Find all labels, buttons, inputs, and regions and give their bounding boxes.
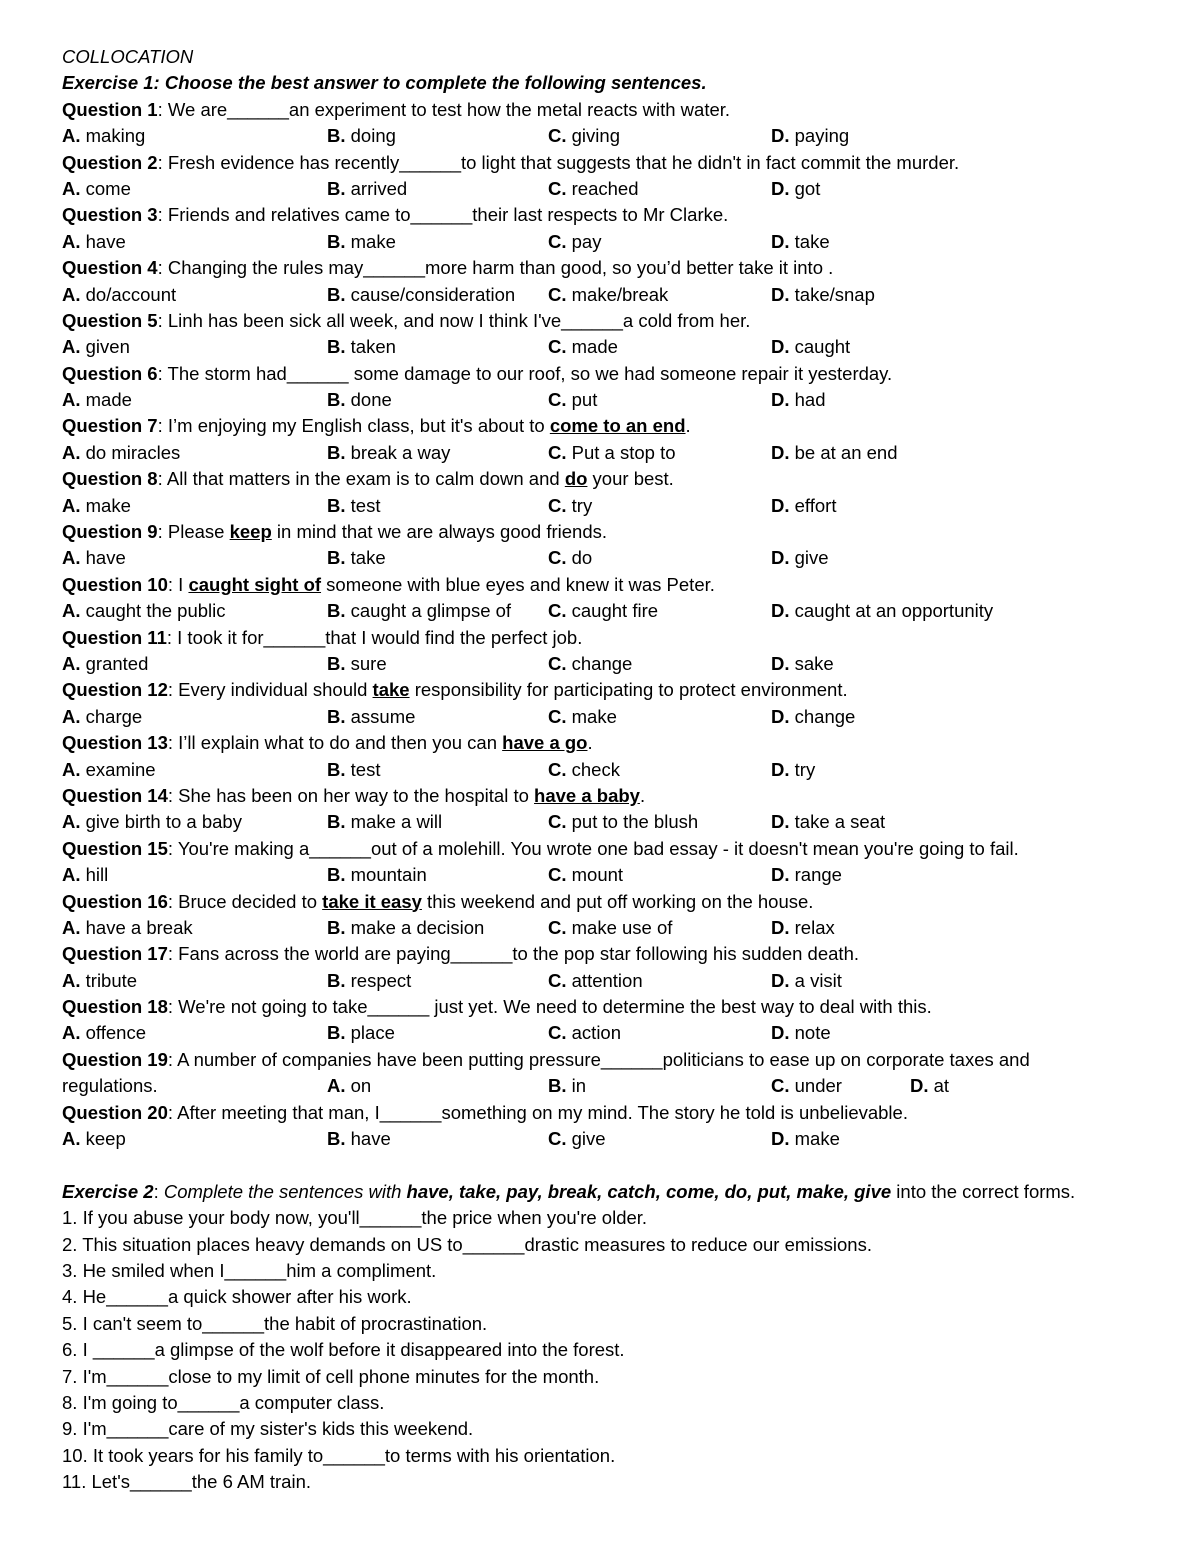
question-19-options [62, 1073, 1172, 1099]
page-title: COLLOCATION [62, 46, 194, 67]
question-8-options [62, 493, 1172, 519]
option-d: D. caught at an opportunity [771, 600, 994, 622]
question-label: Question 14 [62, 784, 168, 806]
spacer [62, 1152, 1172, 1178]
question-7-options [62, 440, 1172, 466]
question-14-options [62, 809, 1172, 835]
option-c: C. put to the blush [548, 811, 699, 833]
option-c: C. made [548, 336, 618, 358]
option-c: C. do [548, 547, 593, 569]
exercise2-heading [62, 1179, 1172, 1205]
option-b: B. mountain [327, 864, 427, 886]
option-a: A. caught the public [62, 600, 226, 622]
option-a: A. tribute [62, 969, 138, 991]
question-text: . [639, 784, 646, 806]
option-d: D. take a seat [771, 811, 886, 833]
option-d: D. range [771, 864, 842, 886]
option-d: D. effort [771, 494, 837, 516]
option-a: A. keep [62, 1128, 126, 1150]
question-text: : Friends and relatives came to______their last respects to Mr Clarke. [157, 204, 729, 226]
question-label: Question 13 [62, 732, 168, 754]
option-d: D. be at an end [771, 441, 898, 463]
option-b: B. cause/consideration [327, 283, 516, 305]
question-4 [62, 255, 1172, 281]
option-a: A. have [62, 230, 126, 252]
question-17 [62, 941, 1172, 967]
option-a: A. offence [62, 1022, 146, 1044]
question-text: : All that matters in the exam is to calm down and [157, 468, 565, 490]
highlighted-phrase: take [372, 679, 410, 701]
exercise1-label: Exercise 1: [62, 72, 160, 94]
exercise2-item: 3. He smiled when I______him a compliment. [62, 1259, 437, 1281]
exercise1-heading [62, 70, 1172, 96]
question-14 [62, 783, 1172, 809]
option-c: C. check [548, 758, 620, 780]
option-c: C. action [548, 1022, 622, 1044]
question-text: : I’m enjoying my English class, but it's about to [157, 415, 550, 437]
option-d: D. give [771, 547, 829, 569]
option-b: B. make a will [327, 811, 443, 833]
option-c: C. Put a stop to [548, 441, 676, 463]
question-label: Question 4 [62, 257, 158, 279]
option-d: D. try [771, 758, 816, 780]
option-b: B. arrived [327, 177, 408, 199]
question-13-options [62, 757, 1172, 783]
option-c: C. try [548, 494, 593, 516]
question-11 [62, 625, 1172, 651]
option-d: D. caught [771, 336, 851, 358]
question-7 [62, 413, 1172, 439]
question-text: : Linh has been sick all week, and now I think I've______a cold from her. [157, 309, 751, 331]
exercise2-item: 4. He______a quick shower after his work. [62, 1286, 412, 1308]
option-b: B. assume [327, 705, 416, 727]
exercise2-item: 7. I'm______close to my limit of cell phone minutes for the month. [62, 1365, 600, 1387]
highlighted-phrase: have a baby [534, 784, 640, 806]
question-1 [62, 97, 1172, 123]
question-3-options [62, 229, 1172, 255]
option-b: B. in [548, 1075, 587, 1097]
option-b: B. doing [327, 125, 396, 147]
exercise2-instruction-end: into the correct forms. [891, 1180, 1076, 1202]
question-text: : Fans across the world are paying______to the pop star following his sudden death. [167, 943, 859, 965]
option-d: D. a visit [771, 969, 842, 991]
question-label: Question 1 [62, 98, 158, 120]
highlighted-phrase: keep [229, 521, 272, 543]
exercise2-item: 2. This situation places heavy demands on US to______drastic measures to reduce our emissions. [62, 1233, 872, 1255]
option-a: A. come [62, 177, 131, 199]
option-b: B. test [327, 758, 381, 780]
option-c: C. giving [548, 125, 620, 147]
question-label: Question 10 [62, 573, 168, 595]
option-d: D. got [771, 177, 821, 199]
option-b: B. taken [327, 336, 396, 358]
option-d: D. at [910, 1075, 950, 1097]
question-text: : You're making a______out of a molehill. You wrote one bad essay - it doesn't mean you're going to fail. [167, 837, 1019, 859]
question-text: : Every individual should [167, 679, 373, 701]
question-label: Question 15 [62, 837, 168, 859]
question-text: : Changing the rules may______more harm than good, so you’d better take it into . [157, 257, 834, 279]
question-20-options [62, 1126, 1172, 1152]
option-a: A. made [62, 389, 132, 411]
option-a: A. granted [62, 652, 149, 674]
option-a: A. do/account [62, 283, 177, 305]
question-text: : Bruce decided to [167, 890, 323, 912]
highlighted-phrase: do [564, 468, 588, 490]
exercise2-item: 10. It took years for his family to______to terms with his orientation. [62, 1444, 616, 1466]
question-label: Question 7 [62, 415, 158, 437]
question-text: someone with blue eyes and knew it was Peter. [321, 573, 715, 595]
option-d: D. note [771, 1022, 831, 1044]
question-text: responsibility for participating to protect environment. [409, 679, 848, 701]
question-2-options [62, 176, 1172, 202]
question-label: Question 12 [62, 679, 168, 701]
question-15-options [62, 862, 1172, 888]
question-6 [62, 361, 1172, 387]
question-16 [62, 889, 1172, 915]
question-text: : We're not going to take______ just yet. We need to determine the best way to deal with this. [167, 996, 932, 1018]
question-13 [62, 730, 1172, 756]
question-18-options [62, 1020, 1172, 1046]
option-c: C. make/break [548, 283, 669, 305]
question-label: Question 17 [62, 943, 168, 965]
option-c: C. attention [548, 969, 643, 991]
question-label: Question 2 [62, 151, 158, 173]
question-label: Question 9 [62, 521, 158, 543]
option-c: C. give [548, 1128, 606, 1150]
option-a: A. have [62, 547, 126, 569]
highlighted-phrase: come to an end [549, 415, 686, 437]
exercise2-item: 8. I'm going to______a computer class. [62, 1391, 385, 1413]
option-d: D. take [771, 230, 830, 252]
question-12 [62, 677, 1172, 703]
option-c: C. pay [548, 230, 602, 252]
option-c: C. change [548, 652, 633, 674]
option-d: D. change [771, 705, 856, 727]
question-11-options [62, 651, 1172, 677]
question-19 [62, 1047, 1172, 1073]
question-label: Question 16 [62, 890, 168, 912]
option-b: B. make a decision [327, 916, 485, 938]
option-a: A. examine [62, 758, 156, 780]
option-a: A. do miracles [62, 441, 181, 463]
question-text: : Please [157, 521, 230, 543]
option-a: A. making [62, 125, 146, 147]
question-4-options [62, 282, 1172, 308]
option-c: C. put [548, 389, 598, 411]
exercise1-instruction: Choose the best answer to complete the following sentences. [164, 72, 707, 94]
question-9 [62, 519, 1172, 545]
highlighted-phrase: caught sight of [188, 573, 322, 595]
option-d: D. relax [771, 916, 835, 938]
question-text: : Fresh evidence has recently______to light that suggests that he didn't in fact commit the murder. [157, 151, 960, 173]
question-10-options [62, 598, 1172, 624]
exercise2-instruction-start: Complete the sentences with [158, 1180, 407, 1202]
option-b: B. place [327, 1022, 395, 1044]
question-text: : A number of companies have been putting pressure______politicians to ease up on corporate taxes and [167, 1048, 1030, 1070]
question-label: Question 19 [62, 1048, 168, 1070]
option-b: B. respect [327, 969, 412, 991]
question-text: : She has been on her way to the hospital to [167, 784, 535, 806]
exercise2-item: 6. I ______a glimpse of the wolf before it disappeared into the forest. [62, 1339, 625, 1361]
question-text: this weekend and put off working on the house. [421, 890, 814, 912]
question-text: : The storm had______ some damage to our roof, so we had someone repair it yesterday. [157, 362, 893, 384]
question-label: Question 11 [62, 626, 167, 648]
question-15 [62, 836, 1172, 862]
option-c: C. caught fire [548, 600, 659, 622]
question-1-options [62, 123, 1172, 149]
exercise2-item: 11. Let's______the 6 AM train. [62, 1471, 312, 1493]
option-d: D. take/snap [771, 283, 875, 305]
question-label: Question 8 [62, 468, 158, 490]
option-b: B. done [327, 389, 392, 411]
exercise2-colon: : [153, 1180, 159, 1202]
question-text: . [587, 732, 593, 754]
option-c: C. mount [548, 864, 624, 886]
question-2 [62, 150, 1172, 176]
option-b: B. sure [327, 652, 387, 674]
question-3 [62, 202, 1172, 228]
exercise2-label: Exercise 2 [62, 1180, 154, 1202]
option-b: B. test [327, 494, 381, 516]
exercise2-item: 9. I'm______care of my sister's kids this weekend. [62, 1418, 474, 1440]
option-a: A. given [62, 336, 130, 358]
option-b: B. make [327, 230, 396, 252]
question-6-options [62, 387, 1172, 413]
option-c: C. reached [548, 177, 639, 199]
question-text: in mind that we are always good friends. [271, 521, 608, 543]
exercise2-word-bank: have, take, pay, break, catch, come, do, put, make, give [406, 1180, 892, 1202]
question-text: . [685, 415, 691, 437]
worksheet [62, 44, 1172, 1495]
highlighted-phrase: have a go [502, 732, 588, 754]
question-10 [62, 572, 1172, 598]
question-label: Question 3 [62, 204, 158, 226]
option-b: B. break a way [327, 441, 451, 463]
option-c: C. under [771, 1075, 842, 1097]
option-d: D. had [771, 389, 826, 411]
question-list [62, 97, 1172, 1047]
exercise2-list [62, 1205, 1172, 1495]
question-17-options [62, 968, 1172, 994]
option-b: B. take [327, 547, 386, 569]
question-text: your best. [587, 468, 674, 490]
question-20 [62, 1100, 1172, 1126]
question-label: Question 6 [62, 362, 158, 384]
option-c: C. make [548, 705, 617, 727]
option-b: B. have [327, 1128, 391, 1150]
question-text: : I took it for______that I would find the perfect job. [166, 626, 583, 648]
question-label: Question 5 [62, 309, 158, 331]
option-a: A. make [62, 494, 131, 516]
question-5 [62, 308, 1172, 334]
option-d: D. paying [771, 125, 850, 147]
exercise2-item: 5. I can't seem to______the habit of procrastination. [62, 1312, 488, 1334]
option-a: A. give birth to a baby [62, 811, 242, 833]
option-c: C. make use of [548, 916, 673, 938]
question-8 [62, 466, 1172, 492]
question-18 [62, 994, 1172, 1020]
highlighted-phrase: take it easy [322, 890, 422, 912]
question-5-options [62, 334, 1172, 360]
option-a: A. on [327, 1075, 372, 1097]
question-label: Question 18 [62, 996, 168, 1018]
question-9-options [62, 545, 1172, 571]
question-label: Question 20 [62, 1101, 168, 1123]
question-12-options [62, 704, 1172, 730]
question-16-options [62, 915, 1172, 941]
option-a: A. hill [62, 864, 109, 886]
question-text: : I [167, 573, 189, 595]
option-a: A. have a break [62, 916, 193, 938]
question-text: : We are______an experiment to test how the metal reacts with water. [157, 98, 731, 120]
exercise2-item: 1. If you abuse your body now, you'll______the price when you're older. [62, 1207, 648, 1229]
question-text: : After meeting that man, I______something on my mind. The story he told is unbelievable. [167, 1101, 908, 1123]
question-continuation: regulations. [62, 1075, 158, 1097]
option-d: D. sake [771, 652, 834, 674]
option-b: B. caught a glimpse of [327, 600, 512, 622]
option-d: D. make [771, 1128, 840, 1150]
question-text: : I’ll explain what to do and then you can [167, 732, 503, 754]
option-a: A. charge [62, 705, 143, 727]
